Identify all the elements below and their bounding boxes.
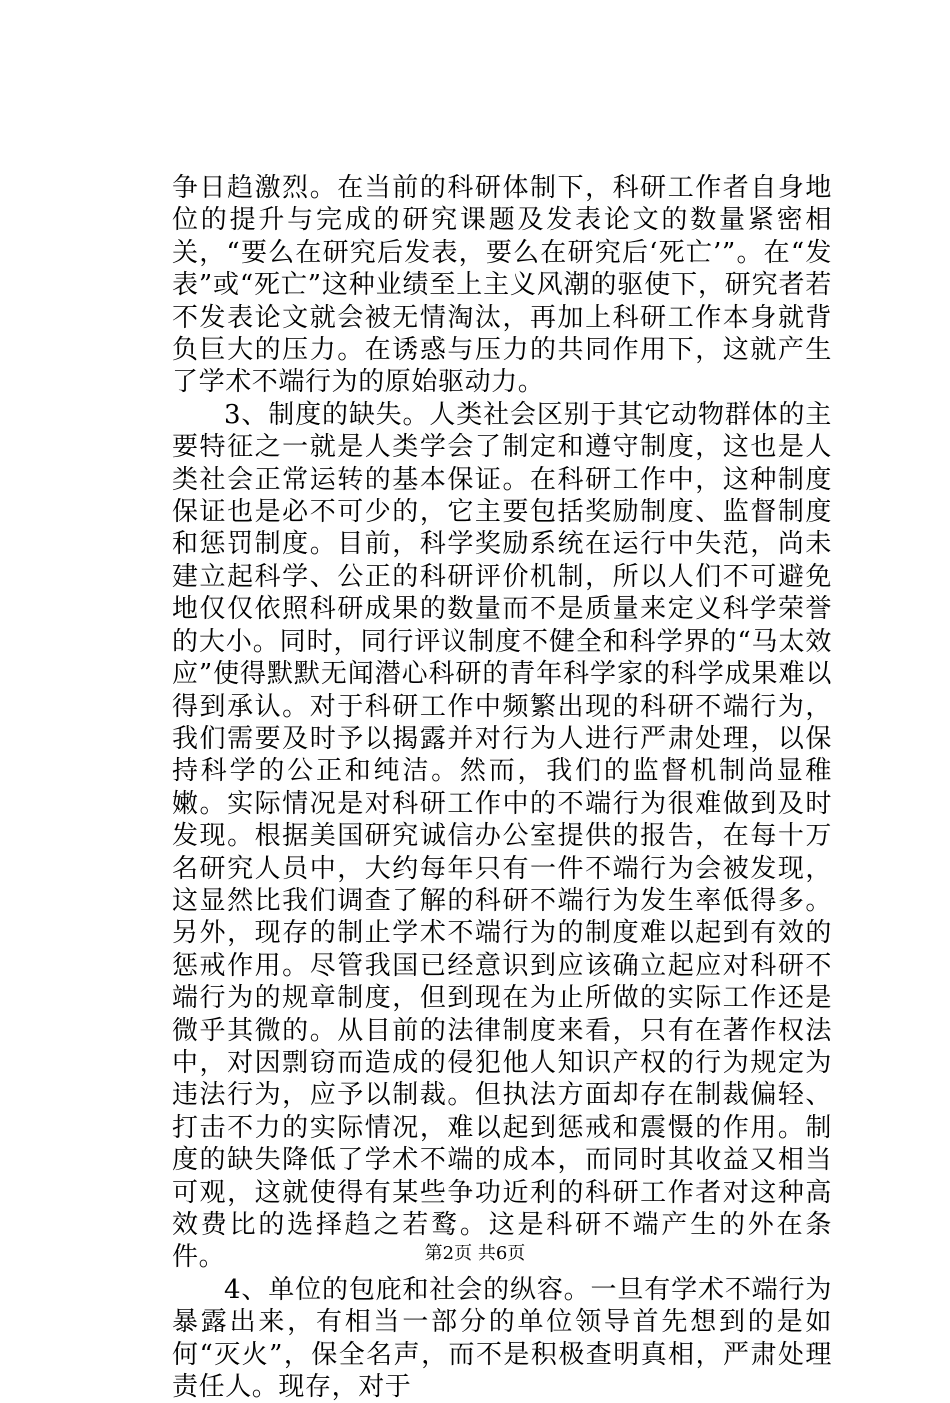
- paragraph-3: 4、单位的包庇和社会的纵容。一旦有学术不端行为暴露出来，有相当一部分的单位领导首先想到的是如何“灭火”，保全名声，而不是积极查明真相，严肃处理责任人。现存，对于: [172, 1274, 832, 1403]
- paragraph-2: 3、制度的缺失。人类社会区别于其它动物群体的主要特征之一就是人类学会了制定和遵守制度，这也是人类社会正常运转的基本保证。在科研工作中，这种制度保证也是必不可少的，它主要包括奖励制度、监督制度和惩罚制度。目前，科学奖励系统在运行中失范，尚未建立起科学、公正的科研评价机制，所以人们不可避免地仅仅依照科研成果的数量而不是质量来定义科学荣誉的大小。同时，同行评议制度不健全和科学界的“马太效应”使得默默无闻潜心科研的青年科学家的科学成果难以得到承认。对于科研工作中频繁出现的科研不端行为，我们需要及时予以揭露并对行为人进行严肃处理，以保持科学的公正和纯洁。然而，我们的监督机制尚显稚嫩。实际情况是对科研工作中的不端行为很难做到及时发现。根据美国研究诚信办公室提供的报告，在每十万名研究人员中，大约每年只有一件不端行为会被发现，这显然比我们调查了解的科研不端行为发生率低得多。另外，现存的制止学术不端行为的制度难以起到有效的惩戒作用。尽管我国已经意识到应该确立起应对科研不端行为的规章制度，但到现在为止所做的实际工作还是微乎其微的。从目前的法律制度来看，只有在著作权法中，对因剽窃而造成的侵犯他人知识产权的行为规定为违法行为，应予以制裁。但执法方面却存在制裁偏轻、打击不力的实际情况，难以起到惩戒和震慑的作用。制度的缺失降低了学术不端的成本，而同时其收益又相当可观，这就使得有某些争功近利的科研工作者对这种高效费比的选择趋之若鹜。这是科研不端产生的外在条件。: [172, 399, 832, 1273]
- page-footer: 第2页 共6页: [424, 1243, 526, 1264]
- paragraph-1: 争日趋激烈。在当前的科研体制下，科研工作者自身地位的提升与完成的研究课题及发表论文的数量紧密相关，“要么在研究后发表，要么在研究后‘死亡’”。在“发表”或“死亡”这种业绩至上主义风潮的驱使下，研究者若不发表论文就会被无情淘汰，再加上科研工作本身就背负巨大的压力。在诱惑与压力的共同作用下，这就产生了学术不端行为的原始驱动力。: [172, 173, 832, 398]
- document-body: [172, 172, 832, 1403]
